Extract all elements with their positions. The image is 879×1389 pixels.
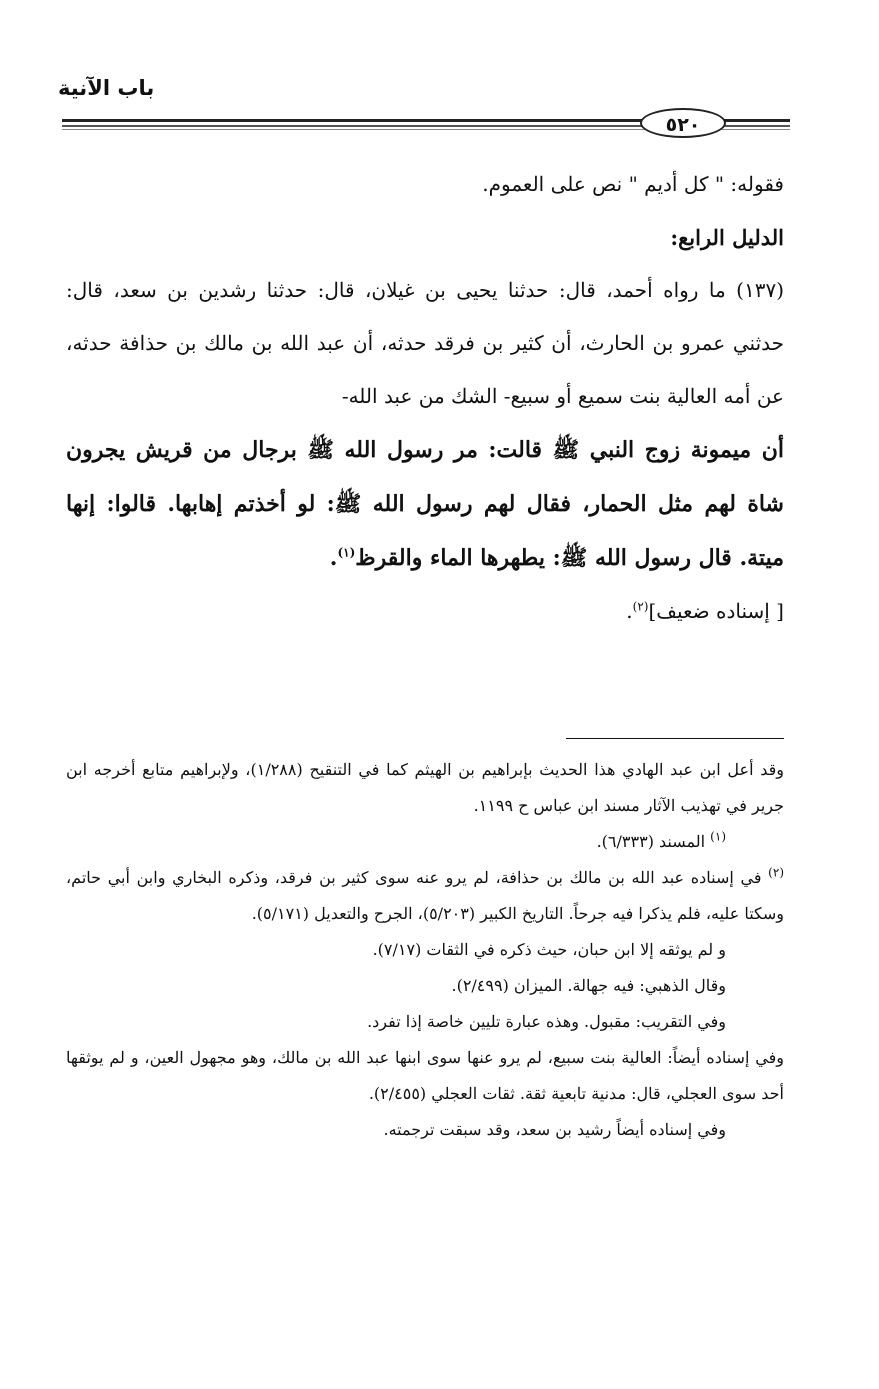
footnote-1-marker: (١) <box>710 829 726 844</box>
footnote-ref-1: (١) <box>337 545 356 560</box>
footnote-1 <box>66 824 784 860</box>
grading: [ إسناده ضعيف] <box>648 599 784 623</box>
grading-line <box>66 585 784 638</box>
footnote-ref-2: (٢) <box>632 599 649 614</box>
footnote-carryover: وقد أعل ابن عبد الهادي هذا الحديث بإبراهيم بن الهيثم كما في التنقيح (١/٢٨٨)، ولإبراهيم متابع أخرجه ابن جرير في تهذيب الآثار مسند ابن عباس ح ١١٩٩. <box>66 760 785 815</box>
footnote-2-line-c: وفي التقريب: مقبول. وهذه عبارة تليين خاصة إذا تفرد. <box>367 1012 726 1031</box>
footnotes <box>66 752 784 1148</box>
hadith-body: أن ميمونة زوج النبي ﷺ قالت: مر رسول الله ﷺ برجال من قريش يجرون شاة لهم مثل الحمار، فقال لهم رسول الله ﷺ: لو أخذتم إهابها. قالوا: إنها ميتة. قال رسول الله ﷺ: يطهرها الماء والقرظ <box>66 437 784 571</box>
footnote-separator <box>566 738 784 739</box>
footnote-2-line-d: وفي إسناده أيضاً: العالية بنت سبيع، لم يرو عنها سوى ابنها عبد الله بن مالك، وهو مجهول العين، و لم يوثقها أحد سوى العجلي، قال: مدنية تابعية ثقة. ثقات العجلي (٢/٤٥٥). <box>66 1048 784 1103</box>
main-text <box>66 158 784 638</box>
quote-line: فقوله: " كل أديم " نص على العموم. <box>482 172 784 196</box>
chapter-title: باب الآنية <box>58 76 155 100</box>
footnote-2-text: في إسناده عبد الله بن مالك بن حذافة، لم يرو عنه سوى كثير بن فرقد، وذكره البخاري وابن أبي حاتم، وسكتا عليه، فلم يذكرا فيه جرحاً. التاريخ الكبير (٥/٢٠٣)، الجرح والتعديل (٥/١٧١). <box>66 868 784 923</box>
section-heading: الدليل الرابع: <box>670 225 784 250</box>
isnad-paragraph: (١٣٧) ما رواه أحمد، قال: حدثنا يحيى بن غيلان، قال: حدثنا رشدين بن سعد، قال: حدثني عمرو بن الحارث، أن كثير بن فرقد حدثه، أن عبد الله بن مالك بن حذافة حدثه، عن أمه العالية بنت سميع أو سبيع- الشك من عبد الله- <box>66 278 784 408</box>
grading-end: . <box>626 599 633 623</box>
footnote-2-line-b: وقال الذهبي: فيه جهالة. الميزان (٢/٤٩٩). <box>451 976 726 995</box>
footnote-1-text: المسند (٦/٣٣٣). <box>596 832 711 851</box>
footnote-2-line-a: و لم يوثقه إلا ابن حبان، حيث ذكره في الثقات (٧/١٧). <box>372 940 726 959</box>
footnote-2-line-e: وفي إسناده أيضاً رشيد بن سعد، وقد سبقت ترجمته. <box>383 1120 726 1139</box>
footnote-2 <box>66 860 784 932</box>
footnote-2-marker: (٢) <box>768 865 784 880</box>
hadith-text <box>66 423 784 585</box>
page-number: ٥٢٠ <box>640 108 726 138</box>
hadith-end: . <box>329 545 338 571</box>
